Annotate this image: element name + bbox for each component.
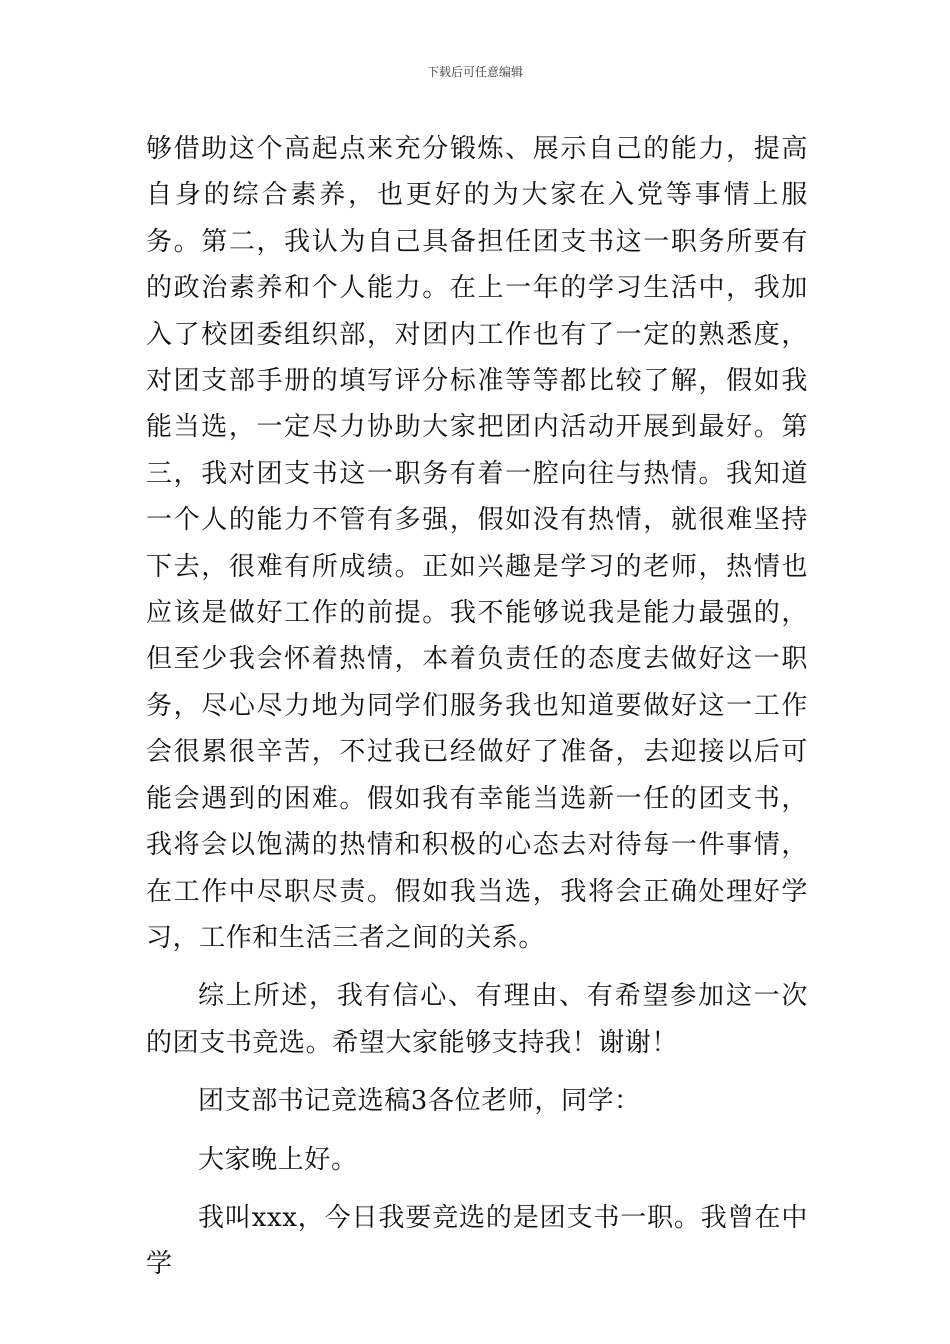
paragraph-2: 综上所述，我有信心、有理由、有希望参加这一次的团支书竞选。希望大家能够支持我！谢谢！ (146, 981, 808, 1058)
page-header: 下载后可任意编辑 (426, 65, 523, 79)
paragraph-1: 够借助这个高起点来充分锻炼、展示自己的能力，提高自身的综合素养，也更好的为大家在入党等事情上服务。第二，我认为自己具备担任团支书这一职务所要有的政治素养和个人能力。在上一年的学习生活中，我加入了校团委组织部，对团内工作也有了一定的熟悉度，对团支部手册的填写评分标准等等都比较了解，假如我能当选，一定尽力协助大家把团内活动开展到最好。第三，我对团支书这一职务有着一腔向往与热情。我知道一个人的能力不管有多强，假如没有热情，就很难坚持下去，很难有所成绩。正如兴趣是学习的老师，热情也应该是做好工作的前提。我不能够说我是能力最强的，但至少我会怀着热情，本着负责任的态度去做好这一职务，尽心尽力地为同学们服务我也知道要做好这一工作会很累很辛苦，不过我已经做好了准备，去迎接以后可能会遇到的困难。假如我有幸能当选新一任的团支书，我将会以饱满的热情和积极的心态去对待每一件事情，在工作中尽职尽责。假如我当选，我将会正确处理好学习，工作和生活三者之间的关系。 (146, 134, 808, 953)
document-body (146, 126, 808, 1288)
paragraph-5: 我叫xxx，今日我要竞选的是团支书一职。我曾在中学 (146, 1202, 808, 1280)
paragraph-4: 大家晚上好。 (198, 1144, 358, 1175)
paragraph-3: 团支部书记竞选稿3各位老师，同学： (198, 1086, 641, 1117)
